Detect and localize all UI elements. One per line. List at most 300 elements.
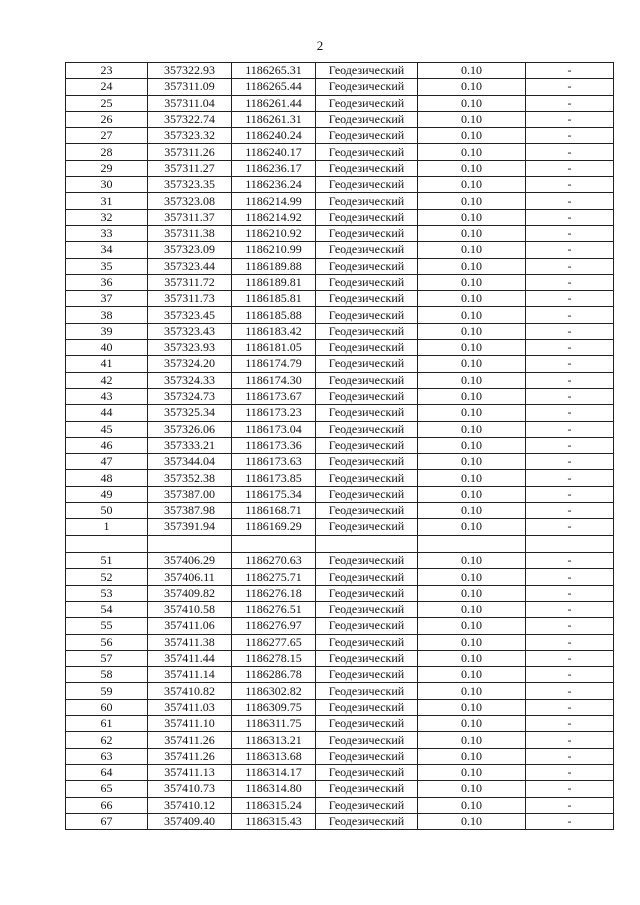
accuracy-cell: 0.10 [418,421,526,437]
table-row [66,111,614,127]
method-cell: Геодезический [316,95,418,111]
accuracy-cell: 0.10 [418,781,526,797]
x-coordinate-cell: 357411.06 [148,618,232,634]
table-row [66,372,614,388]
table-row [66,618,614,634]
table-row [66,553,614,569]
accuracy-cell: 0.10 [418,144,526,160]
y-coordinate-cell: 1186181.05 [232,340,316,356]
accuracy-cell: 0.10 [418,242,526,258]
method-cell: Геодезический [316,307,418,323]
point-number-cell: 44 [66,405,148,421]
x-coordinate-cell: 357311.26 [148,144,232,160]
note-cell: - [526,111,614,127]
note-cell: - [526,242,614,258]
accuracy-cell: 0.10 [418,813,526,829]
table-row [66,193,614,209]
x-coordinate-cell: 357410.73 [148,781,232,797]
method-cell: Геодезический [316,519,418,535]
x-coordinate-cell: 357344.04 [148,454,232,470]
note-cell: - [526,748,614,764]
y-coordinate-cell: 1186169.29 [232,519,316,535]
point-number-cell: 49 [66,486,148,502]
accuracy-cell: 0.10 [418,454,526,470]
y-coordinate-cell: 1186313.68 [232,748,316,764]
x-coordinate-cell [148,535,232,553]
note-cell: - [526,667,614,683]
x-coordinate-cell: 357326.06 [148,421,232,437]
accuracy-cell: 0.10 [418,503,526,519]
note-cell: - [526,553,614,569]
point-number-cell: 54 [66,602,148,618]
method-cell: Геодезический [316,323,418,339]
x-coordinate-cell: 357391.94 [148,519,232,535]
accuracy-cell: 0.10 [418,388,526,404]
x-coordinate-cell: 357409.40 [148,813,232,829]
x-coordinate-cell: 357410.82 [148,683,232,699]
y-coordinate-cell: 1186314.80 [232,781,316,797]
x-coordinate-cell: 357323.45 [148,307,232,323]
point-number-cell: 1 [66,519,148,535]
accuracy-cell: 0.10 [418,732,526,748]
method-cell: Геодезический [316,144,418,160]
table-row [66,291,614,307]
method-cell: Геодезический [316,160,418,176]
note-cell: - [526,650,614,666]
table-row [66,535,614,553]
y-coordinate-cell: 1186210.99 [232,242,316,258]
accuracy-cell: 0.10 [418,569,526,585]
accuracy-cell: 0.10 [418,177,526,193]
table-row [66,764,614,780]
point-number-cell: 25 [66,95,148,111]
y-coordinate-cell: 1186265.31 [232,63,316,79]
method-cell: Геодезический [316,683,418,699]
note-cell: - [526,307,614,323]
method-cell: Геодезический [316,372,418,388]
point-number-cell: 30 [66,177,148,193]
accuracy-cell: 0.10 [418,585,526,601]
table-row [66,569,614,585]
y-coordinate-cell: 1186314.17 [232,764,316,780]
x-coordinate-cell: 357352.38 [148,470,232,486]
x-coordinate-cell: 357387.98 [148,503,232,519]
point-number-cell: 65 [66,781,148,797]
x-coordinate-cell: 357406.11 [148,569,232,585]
table-row [66,797,614,813]
table-row [66,634,614,650]
method-cell: Геодезический [316,797,418,813]
accuracy-cell: 0.10 [418,95,526,111]
y-coordinate-cell: 1186276.97 [232,618,316,634]
x-coordinate-cell: 357325.34 [148,405,232,421]
x-coordinate-cell: 357311.73 [148,291,232,307]
accuracy-cell: 0.10 [418,716,526,732]
point-number-cell: 55 [66,618,148,634]
page-number: 2 [316,38,324,53]
method-cell: Геодезический [316,258,418,274]
note-cell: - [526,421,614,437]
note-cell: - [526,95,614,111]
table-row [66,650,614,666]
accuracy-cell: 0.10 [418,486,526,502]
note-cell: - [526,128,614,144]
method-cell: Геодезический [316,602,418,618]
method-cell [316,535,418,553]
x-coordinate-cell: 357411.10 [148,716,232,732]
table-row [66,177,614,193]
accuracy-cell: 0.10 [418,291,526,307]
method-cell: Геодезический [316,748,418,764]
point-number-cell: 42 [66,372,148,388]
accuracy-cell: 0.10 [418,602,526,618]
point-number-cell: 50 [66,503,148,519]
method-cell: Геодезический [316,388,418,404]
x-coordinate-cell: 357411.38 [148,634,232,650]
accuracy-cell: 0.10 [418,650,526,666]
table-row [66,144,614,160]
accuracy-cell: 0.10 [418,111,526,127]
x-coordinate-cell: 357323.09 [148,242,232,258]
y-coordinate-cell: 1186240.17 [232,144,316,160]
y-coordinate-cell: 1186311.75 [232,716,316,732]
method-cell: Геодезический [316,177,418,193]
point-number-cell: 32 [66,209,148,225]
x-coordinate-cell: 357311.09 [148,79,232,95]
y-coordinate-cell: 1186240.24 [232,128,316,144]
point-number-cell [66,535,148,553]
table-row [66,748,614,764]
note-cell: - [526,177,614,193]
y-coordinate-cell [232,535,316,553]
point-number-cell: 52 [66,569,148,585]
point-number-cell: 46 [66,437,148,453]
y-coordinate-cell: 1186168.71 [232,503,316,519]
y-coordinate-cell: 1186286.78 [232,667,316,683]
x-coordinate-cell: 357323.44 [148,258,232,274]
table-row [66,258,614,274]
point-number-cell: 35 [66,258,148,274]
accuracy-cell: 0.10 [418,470,526,486]
table-row [66,813,614,829]
method-cell: Геодезический [316,242,418,258]
x-coordinate-cell: 357324.20 [148,356,232,372]
point-number-cell: 29 [66,160,148,176]
point-number-cell: 57 [66,650,148,666]
table-row [66,486,614,502]
accuracy-cell: 0.10 [418,748,526,764]
table-row [66,732,614,748]
table-row [66,421,614,437]
y-coordinate-cell: 1186214.99 [232,193,316,209]
method-cell: Геодезический [316,618,418,634]
note-cell: - [526,634,614,650]
y-coordinate-cell: 1186309.75 [232,699,316,715]
note-cell: - [526,437,614,453]
point-number-cell: 28 [66,144,148,160]
x-coordinate-cell: 357323.93 [148,340,232,356]
accuracy-cell [418,535,526,553]
note-cell: - [526,699,614,715]
note-cell [526,535,614,553]
method-cell: Геодезический [316,274,418,290]
table-row [66,405,614,421]
accuracy-cell: 0.10 [418,553,526,569]
point-number-cell: 33 [66,225,148,241]
point-number-cell: 51 [66,553,148,569]
method-cell: Геодезический [316,128,418,144]
note-cell: - [526,781,614,797]
x-coordinate-cell: 357410.12 [148,797,232,813]
point-number-cell: 62 [66,732,148,748]
y-coordinate-cell: 1186173.67 [232,388,316,404]
point-number-cell: 26 [66,111,148,127]
coordinates-table [65,62,614,830]
table-row [66,209,614,225]
accuracy-cell: 0.10 [418,340,526,356]
table-row [66,128,614,144]
note-cell: - [526,764,614,780]
method-cell: Геодезический [316,225,418,241]
note-cell: - [526,160,614,176]
accuracy-cell: 0.10 [418,764,526,780]
point-number-cell: 40 [66,340,148,356]
y-coordinate-cell: 1186189.81 [232,274,316,290]
point-number-cell: 56 [66,634,148,650]
point-number-cell: 63 [66,748,148,764]
point-number-cell: 23 [66,63,148,79]
x-coordinate-cell: 357323.32 [148,128,232,144]
accuracy-cell: 0.10 [418,225,526,241]
point-number-cell: 66 [66,797,148,813]
x-coordinate-cell: 357322.74 [148,111,232,127]
y-coordinate-cell: 1186185.81 [232,291,316,307]
y-coordinate-cell: 1186189.88 [232,258,316,274]
method-cell: Геодезический [316,764,418,780]
method-cell: Геодезический [316,437,418,453]
x-coordinate-cell: 357411.03 [148,699,232,715]
note-cell: - [526,193,614,209]
x-coordinate-cell: 357333.21 [148,437,232,453]
accuracy-cell: 0.10 [418,699,526,715]
x-coordinate-cell: 357411.13 [148,764,232,780]
method-cell: Геодезический [316,813,418,829]
table-row [66,225,614,241]
point-number-cell: 58 [66,667,148,683]
table-row [66,716,614,732]
accuracy-cell: 0.10 [418,160,526,176]
table-row [66,519,614,535]
note-cell: - [526,291,614,307]
y-coordinate-cell: 1186173.23 [232,405,316,421]
point-number-cell: 61 [66,716,148,732]
accuracy-cell: 0.10 [418,323,526,339]
point-number-cell: 64 [66,764,148,780]
table-row [66,242,614,258]
x-coordinate-cell: 357311.04 [148,95,232,111]
accuracy-cell: 0.10 [418,372,526,388]
table-row [66,274,614,290]
y-coordinate-cell: 1186315.24 [232,797,316,813]
method-cell: Геодезический [316,340,418,356]
x-coordinate-cell: 357323.43 [148,323,232,339]
accuracy-cell: 0.10 [418,209,526,225]
y-coordinate-cell: 1186313.21 [232,732,316,748]
method-cell: Геодезический [316,553,418,569]
x-coordinate-cell: 357324.33 [148,372,232,388]
note-cell: - [526,732,614,748]
method-cell: Геодезический [316,63,418,79]
accuracy-cell: 0.10 [418,258,526,274]
method-cell: Геодезический [316,421,418,437]
x-coordinate-cell: 357311.38 [148,225,232,241]
method-cell: Геодезический [316,667,418,683]
note-cell: - [526,813,614,829]
table-row [66,356,614,372]
note-cell: - [526,209,614,225]
y-coordinate-cell: 1186214.92 [232,209,316,225]
y-coordinate-cell: 1186183.42 [232,323,316,339]
point-number-cell: 38 [66,307,148,323]
accuracy-cell: 0.10 [418,63,526,79]
method-cell: Геодезический [316,454,418,470]
table-row [66,388,614,404]
point-number-cell: 60 [66,699,148,715]
accuracy-cell: 0.10 [418,437,526,453]
note-cell: - [526,569,614,585]
method-cell: Геодезический [316,634,418,650]
table-row [66,683,614,699]
note-cell: - [526,340,614,356]
y-coordinate-cell: 1186173.36 [232,437,316,453]
y-coordinate-cell: 1186315.43 [232,813,316,829]
point-number-cell: 53 [66,585,148,601]
method-cell: Геодезический [316,193,418,209]
note-cell: - [526,602,614,618]
x-coordinate-cell: 357322.93 [148,63,232,79]
table-row [66,79,614,95]
note-cell: - [526,585,614,601]
y-coordinate-cell: 1186236.17 [232,160,316,176]
point-number-cell: 27 [66,128,148,144]
point-number-cell: 36 [66,274,148,290]
method-cell: Геодезический [316,781,418,797]
note-cell: - [526,388,614,404]
table-row [66,160,614,176]
accuracy-cell: 0.10 [418,79,526,95]
accuracy-cell: 0.10 [418,274,526,290]
accuracy-cell: 0.10 [418,519,526,535]
method-cell: Геодезический [316,470,418,486]
point-number-cell: 24 [66,79,148,95]
note-cell: - [526,372,614,388]
note-cell: - [526,356,614,372]
y-coordinate-cell: 1186173.85 [232,470,316,486]
y-coordinate-cell: 1186174.30 [232,372,316,388]
note-cell: - [526,618,614,634]
x-coordinate-cell: 357411.44 [148,650,232,666]
x-coordinate-cell: 357410.58 [148,602,232,618]
accuracy-cell: 0.10 [418,618,526,634]
y-coordinate-cell: 1186261.44 [232,95,316,111]
method-cell: Геодезический [316,716,418,732]
method-cell: Геодезический [316,585,418,601]
note-cell: - [526,519,614,535]
table-row [66,340,614,356]
table-row [66,437,614,453]
table-row [66,307,614,323]
point-number-cell: 45 [66,421,148,437]
table-row [66,667,614,683]
y-coordinate-cell: 1186278.15 [232,650,316,666]
point-number-cell: 67 [66,813,148,829]
method-cell: Геодезический [316,486,418,502]
y-coordinate-cell: 1186173.04 [232,421,316,437]
method-cell: Геодезический [316,732,418,748]
y-coordinate-cell: 1186277.65 [232,634,316,650]
accuracy-cell: 0.10 [418,128,526,144]
note-cell: - [526,63,614,79]
y-coordinate-cell: 1186236.24 [232,177,316,193]
note-cell: - [526,258,614,274]
x-coordinate-cell: 357311.27 [148,160,232,176]
point-number-cell: 31 [66,193,148,209]
method-cell: Геодезический [316,209,418,225]
note-cell: - [526,716,614,732]
method-cell: Геодезический [316,79,418,95]
x-coordinate-cell: 357323.35 [148,177,232,193]
table-row [66,699,614,715]
note-cell: - [526,225,614,241]
x-coordinate-cell: 357311.37 [148,209,232,225]
method-cell: Геодезический [316,699,418,715]
table-row [66,602,614,618]
method-cell: Геодезический [316,503,418,519]
note-cell: - [526,470,614,486]
point-number-cell: 37 [66,291,148,307]
point-number-cell: 43 [66,388,148,404]
accuracy-cell: 0.10 [418,797,526,813]
point-number-cell: 48 [66,470,148,486]
y-coordinate-cell: 1186276.18 [232,585,316,601]
point-number-cell: 39 [66,323,148,339]
method-cell: Геодезический [316,650,418,666]
x-coordinate-cell: 357323.08 [148,193,232,209]
table-row [66,95,614,111]
x-coordinate-cell: 357411.26 [148,748,232,764]
accuracy-cell: 0.10 [418,634,526,650]
method-cell: Геодезический [316,356,418,372]
note-cell: - [526,323,614,339]
method-cell: Геодезический [316,569,418,585]
table-row [66,470,614,486]
y-coordinate-cell: 1186261.31 [232,111,316,127]
table-row [66,781,614,797]
x-coordinate-cell: 357411.14 [148,667,232,683]
y-coordinate-cell: 1186270.63 [232,553,316,569]
y-coordinate-cell: 1186185.88 [232,307,316,323]
y-coordinate-cell: 1186276.51 [232,602,316,618]
y-coordinate-cell: 1186302.82 [232,683,316,699]
x-coordinate-cell: 357406.29 [148,553,232,569]
note-cell: - [526,486,614,502]
accuracy-cell: 0.10 [418,193,526,209]
note-cell: - [526,503,614,519]
table-row [66,585,614,601]
y-coordinate-cell: 1186210.92 [232,225,316,241]
accuracy-cell: 0.10 [418,405,526,421]
note-cell: - [526,79,614,95]
